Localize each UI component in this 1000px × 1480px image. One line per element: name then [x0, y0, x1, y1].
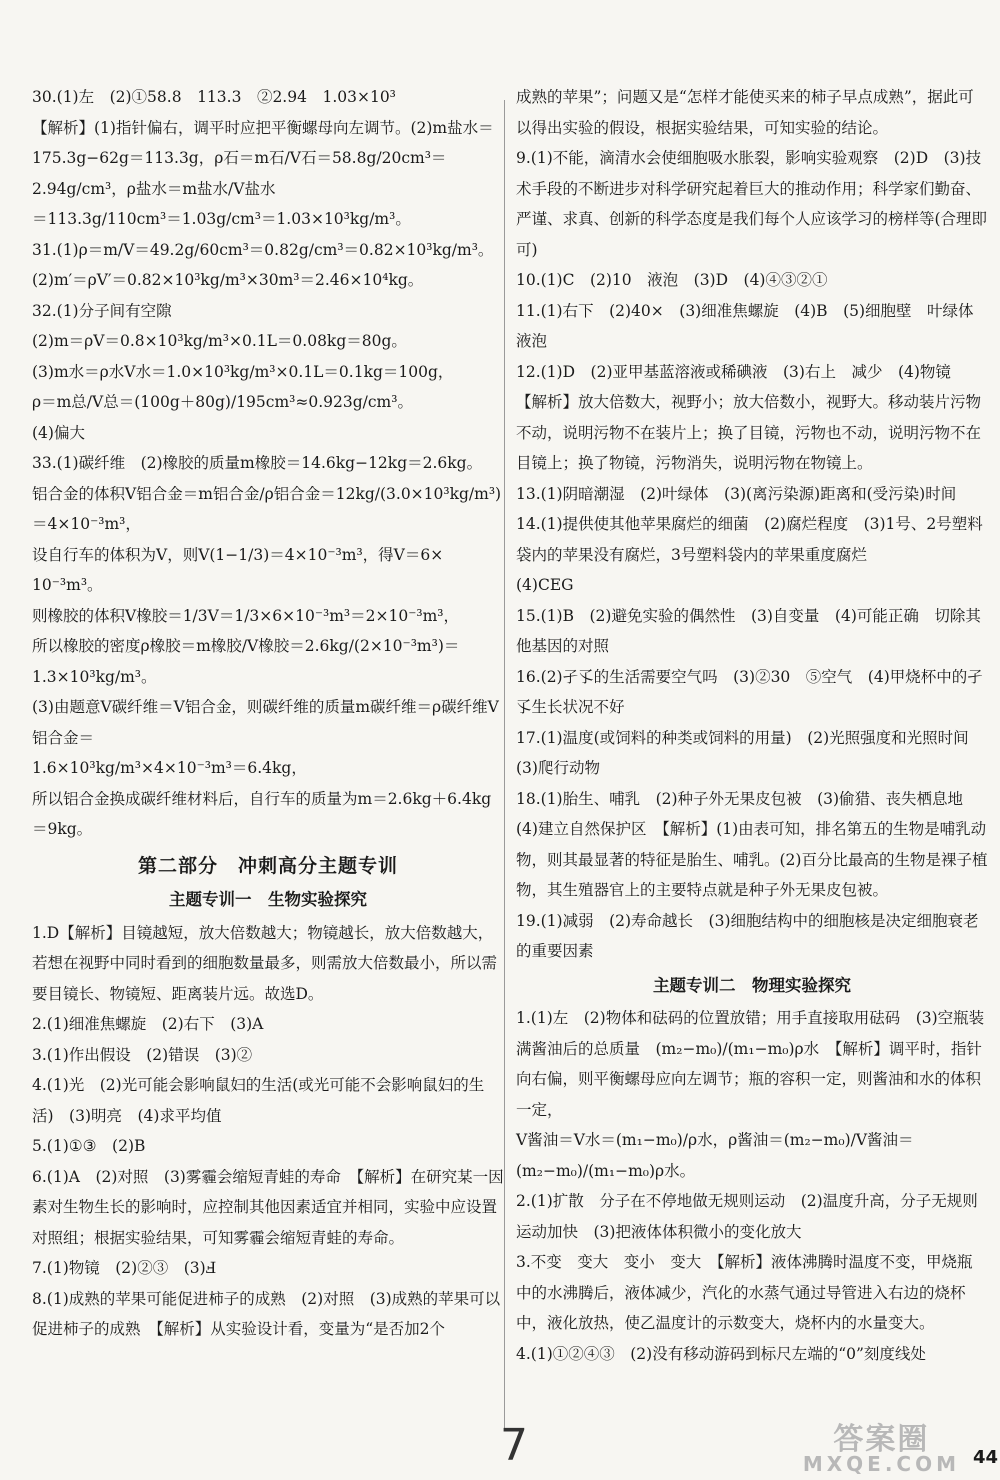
answer-line: 5.(1)①③ (2)B: [32, 1137, 146, 1155]
answer-line: 10⁻³m³。: [32, 576, 103, 594]
answer-line: 14.(1)提供使其他苹果腐烂的细菌 (2)腐烂程度 (3)1号、2号塑料袋内的苹果没有腐烂，3号塑料袋内的苹果重度腐烂: [516, 515, 983, 564]
answer-line: 18.(1)胎生、哺乳 (2)种子外无果皮包被 (3)偷猎、丧失栖息地 (4)建立自然保护区 【解析】(1)由表可知，排名第五的生物是哺乳动物，则其最显著的特征是胎生、哺乳。(2)百分比最高的生物是裸子植物，其生殖器官上的主要特点就是种子外无果皮包被。: [516, 789, 988, 899]
answer-line: 1.6×10³kg/m³×4×10⁻³m³＝6.4kg，: [32, 759, 307, 777]
answer-line: 8.(1)成熟的苹果可能促进柿子的成熟 (2)对照 (3)成熟的苹果可以促进柿子的成熟 【解析】从实验设计看，变量为“是否加2个: [32, 1289, 501, 1338]
answer-line: (2)m＝ρV＝0.8×10³kg/m³×0.1L＝0.08kg＝80g。: [32, 332, 407, 350]
answer-line: 32.(1)分子间有空隙: [32, 301, 172, 320]
answer-line: 1.(1)左 (2)物体和砝码的位置放错；用手直接取用砝码 (3)空瓶装满酱油后的总质量 (m₂−m₀)/(m₁−m₀)ρ水 【解析】调平时，指针向右偏，则平衡螺母应向左调节；瓶的容积一定，则酱油和水的体积一定，: [516, 1009, 985, 1119]
left-column: [32, 82, 504, 1345]
right-answers-physics: [516, 1003, 988, 1369]
answer-line: 33.(1)碳纤维 (2)橡胶的质量m橡胶＝14.6kg−12kg＝2.6kg。: [32, 454, 483, 472]
answer-line: 6.(1)A (2)对照 (3)雾霾会缩短青蛙的寿命 【解析】在研究某一因素对生物生长的影响时，应控制其他因素适宜并相同，实验中应设置对照组；根据实验结果，可知雾霾会缩短青蛙的寿命。: [32, 1167, 504, 1247]
answer-line: 3.(1)作出假设 (2)错误 (3)②: [32, 1045, 253, 1064]
section-title-physics: 主题专训二 物理实验探究: [653, 975, 851, 995]
answer-line: V酱油＝V水＝(m₁−m₀)/ρ水，ρ酱油＝(m₂−m₀)/V酱油＝(m₂−m₀)/(m₁−m₀)ρ水。: [516, 1131, 914, 1180]
answer-line: 所以铝合金换成碳纤维材料后，自行车的质量为m＝2.6kg＋6.4kg: [32, 789, 492, 808]
answer-line: 9.(1)不能，滴清水会使细胞吸水胀裂，影响实验观察 (2)D (3)技术手段的不断进步对科学研究起着巨大的推动作用；科学家们勤奋、严谨、求真、创新的科学态度是我们每个人应该学习的榜样等(合理即可): [516, 149, 988, 259]
answer-line: (3)由题意V碳纤维＝V铝合金，则碳纤维的质量m碳纤维＝ρ碳纤维V铝合金＝: [32, 698, 499, 747]
right-answers: [516, 82, 988, 967]
part-title: 第二部分 冲刺高分主题专训: [137, 854, 398, 877]
answer-line: 13.(1)阴暗潮湿 (2)叶绿体 (3)(离污染源)距离和(受污染)时间: [516, 484, 957, 503]
answer-line: 所以橡胶的密度ρ橡胶＝m橡胶/V橡胶＝2.6kg/(2×10⁻³m³)＝1.3×10³kg/m³。: [32, 637, 460, 686]
answer-line: 7.(1)物镜 (2)②③ (3)Ⅎ: [32, 1259, 217, 1277]
watermark: [802, 1422, 960, 1476]
section-title-biology: 主题专训一 生物实验探究: [169, 890, 367, 909]
answer-line: 成熟的苹果”；问题又是“怎样才能使买来的柿子早点成熟”，据此可以得出实验的假设，根据实验结果，可知实验的结论。: [516, 88, 974, 137]
left-answers-biology: [32, 918, 504, 1345]
answer-line: 3.不变 变大 变小 变大 【解析】液体沸腾时温度不变，甲烧瓶中的水沸腾后，液体减少，汽化的水蒸气通过导管进入右边的烧杯中，液化放热，使乙温度计的示数变大，烧杯内的水量变大。: [516, 1253, 973, 1332]
answer-line: 15.(1)B (2)避免实验的偶然性 (3)自变量 (4)可能正确 切除其他基因的对照: [516, 606, 981, 655]
answer-line: 175.3g−62g＝113.3g，ρ石＝m石/V石＝58.8g/20cm³＝2.94g/cm³，ρ盐水＝m盐水/V盐水: [32, 149, 447, 198]
answer-line: 4.(1)①②④③ (2)没有移动游码到标尺左端的“0”刻度线处: [516, 1344, 926, 1363]
answer-line: (4)CEG: [516, 576, 574, 594]
answer-line: 16.(2)孑孓的生活需要空气吗 (3)②30 ⑤空气 (4)甲烧杯中的孑孓生长状况不好: [516, 667, 983, 716]
watermark-logo-text: 答案圈: [833, 1422, 930, 1457]
answer-line: 17.(1)温度(或饲料的种类或饲料的用量) (2)光照强度和光照时间 (3)爬行动物: [516, 728, 985, 777]
answer-line: ＝9kg。: [32, 820, 93, 838]
answer-line: 2.(1)扩散 分子在不停地做无规则运动 (2)温度升高，分子无规则运动加快 (3)把液体体积微小的变化放大: [516, 1192, 978, 1241]
answer-line: 【解析】(1)指针偏右，调平时应把平衡螺母向左调节。(2)m盐水＝: [32, 118, 494, 137]
answer-line: (3)m水＝ρ水V水＝1.0×10³kg/m³×0.1L＝0.1kg＝100g，: [32, 362, 454, 381]
answer-line: 11.(1)右下 (2)40× (3)细准焦螺旋 (4)B (5)细胞壁 叶绿体 液泡: [516, 301, 990, 350]
answer-line: (4)偏大: [32, 423, 85, 442]
answer-line: 铝合金的体积V铝合金＝m铝合金/ρ铝合金＝12kg/(3.0×10³kg/m³)＝4×10⁻³m³，: [32, 484, 502, 533]
answer-line: (2)m′＝ρV′＝0.82×10³kg/m³×30m³＝2.46×10⁴kg。: [32, 271, 424, 289]
answer-line: 31.(1)ρ＝m/V＝49.2g/60cm³＝0.82g/cm³＝0.82×10³kg/m³。: [32, 240, 494, 259]
column-divider: [504, 100, 505, 1430]
answer-line: 12.(1)D (2)亚甲基蓝溶液或稀碘液 (3)右上 减少 (4)物镜: [516, 362, 951, 381]
answer-line: 设自行车的体积为V，则V(1−1/3)＝4×10⁻³m³，得V＝6×: [32, 545, 444, 564]
answer-line: 10.(1)C (2)10 液泡 (3)D (4)④③②①: [516, 271, 828, 289]
answer-line: 1.D【解析】目镜越短，放大倍数越大；物镜越长，放大倍数越大，若想在视野中同时看到的细胞数量最多，则需放大倍数最小，所以需要目镜长、物镜短、距离装片远。故选D。: [32, 923, 498, 1003]
handwritten-mark: 7: [500, 1420, 528, 1471]
answer-line: ρ＝m总/V总＝(100g＋80g)/195cm³≈0.923g/cm³。: [32, 393, 413, 411]
answer-line: 【解析】放大倍数大，视野小；放大倍数小，视野大。移动装片污物不动，说明污物不在装片上；换了目镜，污物也不动，说明污物不在目镜上；换了物镜，污物消失，说明污物在物镜上。: [516, 393, 982, 472]
answer-line: 4.(1)光 (2)光可能会影响鼠妇的生活(或光可能不会影响鼠妇的生活) (3)明亮 (4)求平均值: [32, 1076, 485, 1125]
answer-line: 19.(1)减弱 (2)寿命越长 (3)细胞结构中的细胞核是决定细胞衰老的重要因素: [516, 911, 979, 960]
page-number: 44: [972, 1447, 998, 1468]
left-answers: [32, 82, 504, 845]
answer-line: 2.(1)细准焦螺旋 (2)右下 (3)A: [32, 1015, 264, 1033]
answer-line: ＝113.3g/110cm³＝1.03g/cm³＝1.03×10³kg/m³。: [32, 210, 411, 228]
answer-line: 30.(1)左 (2)①58.8 113.3 ②2.94 1.03×10³: [32, 88, 396, 106]
watermark-url: MXQE.COM: [802, 1452, 960, 1476]
answer-line: 则橡胶的体积V橡胶＝1/3V＝1/3×6×10⁻³m³＝2×10⁻³m³，: [32, 606, 460, 625]
right-column: [516, 82, 988, 1369]
